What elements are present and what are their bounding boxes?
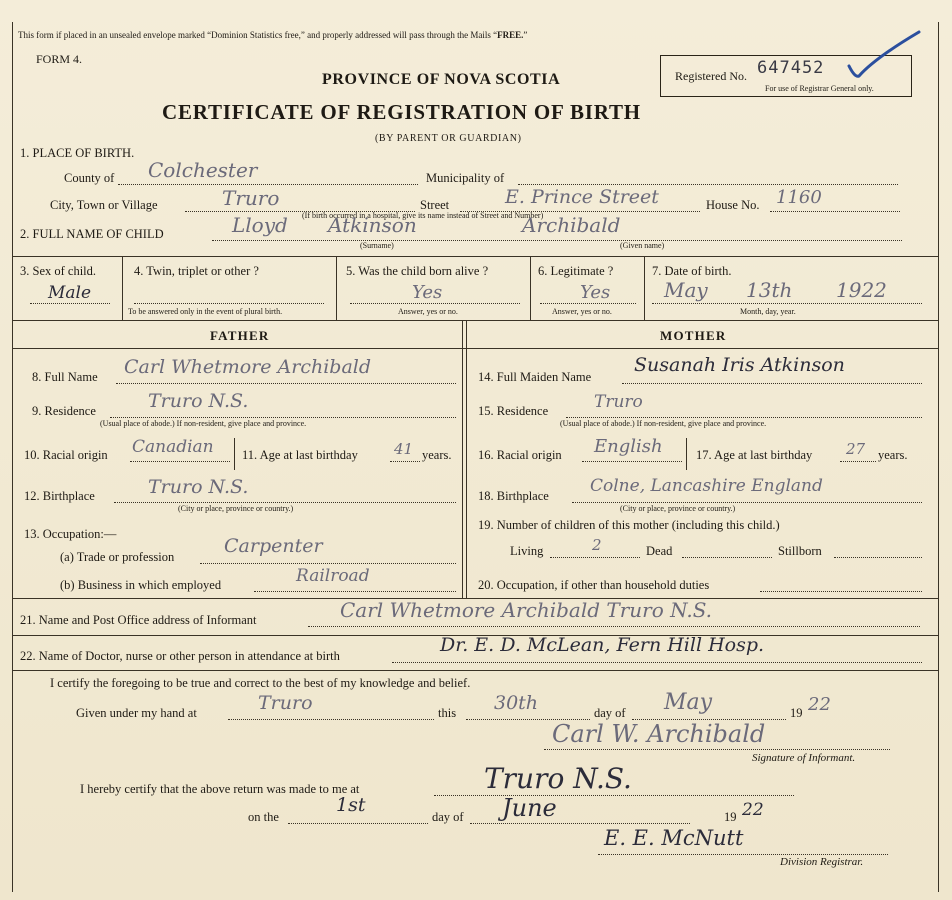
father-business-value: Railroad (296, 566, 370, 586)
father-business-line (254, 591, 456, 592)
stillborn-label: Stillborn (778, 544, 822, 558)
mother-occ-label: 20. Occupation, if other than household duties (478, 578, 710, 592)
row3-div-2 (336, 256, 337, 320)
alive-note: Answer, yes or no. (398, 307, 458, 316)
mother-name-label: 14. Full Maiden Name (478, 370, 592, 384)
father-trade-value: Carpenter (224, 535, 323, 557)
father-age-unit: years. (422, 448, 452, 462)
father-birthplace-note: (City or place, province or country.) (178, 504, 294, 513)
twin-note: To be answered only in the event of plural birth. (128, 307, 283, 316)
father-occ-label: 13. Occupation:— (24, 527, 117, 541)
informant-label: 21. Name and Post Office address of Informant (20, 613, 257, 627)
municipality-line (518, 184, 898, 185)
stillborn-line (834, 557, 922, 558)
mother-racial-label: 16. Racial origin (478, 448, 562, 462)
twin-label: 4. Twin, triplet or other ? (134, 264, 259, 278)
registrar-year-value: 22 (742, 800, 764, 820)
mail-note: This form if placed in an unsealed envelope marked “Dominion Statistics free,” and properly addressed will pass through the Mails “FREE.” (18, 30, 528, 40)
doctor-line (392, 662, 922, 663)
father-birthplace-label: 12. Birthplace (24, 489, 95, 503)
street-value: E. Prince Street (505, 186, 659, 208)
certify-text: I certify the foregoing to be true and correct to the best of my knowledge and belief. (50, 676, 471, 690)
on-label: on the (248, 810, 279, 824)
check-mark-icon (845, 28, 925, 88)
day-of-label: day of (594, 706, 626, 720)
mother-children-label: 19. Number of children of this mother (including this child.) (478, 518, 780, 532)
child-first-name: Lloyd (232, 213, 288, 237)
mother-res-line (566, 417, 922, 418)
registrar-place-line (434, 795, 794, 796)
mother-racial-line (582, 461, 682, 462)
registrar-month-value: June (502, 794, 557, 822)
given-place-line (228, 719, 434, 720)
street-label: Street (420, 198, 450, 212)
row3-top-rule (12, 256, 938, 257)
father-trade-label: (a) Trade or profession (60, 550, 175, 564)
sex-line (30, 303, 110, 304)
doctor-rule (12, 670, 938, 671)
given-label: Given under my hand at (76, 706, 197, 720)
registered-label: Registered No. (675, 69, 747, 83)
mother-res-value: Truro (594, 392, 643, 412)
registrar-day-of: day of (432, 810, 464, 824)
legit-value: Yes (580, 282, 611, 303)
father-birthplace-line (114, 502, 456, 503)
date-label: 7. Date of birth. (652, 264, 732, 278)
this-label: this (438, 706, 457, 720)
county-value: Colchester (148, 158, 258, 182)
house-label: House No. (706, 198, 760, 212)
living-value: 2 (592, 536, 602, 554)
mother-occ-line (760, 591, 922, 592)
row3-div-4 (644, 256, 645, 320)
province-heading: PROVINCE OF NOVA SCOTIA (322, 71, 561, 88)
father-age-value: 41 (394, 440, 414, 458)
parents-divider-2 (466, 320, 467, 598)
year-value: 22 (808, 694, 831, 715)
date-year: 1922 (836, 278, 887, 302)
father-res-label: 9. Residence (32, 404, 96, 418)
doctor-value: Dr. E. D. McLean, Fern Hill Hosp. (440, 634, 765, 656)
father-racial-line (130, 461, 230, 462)
mother-res-label: 15. Residence (478, 404, 549, 418)
child-name-label: 2. FULL NAME OF CHILD (20, 227, 164, 241)
certificate-subtitle: (BY PARENT OR GUARDIAN) (375, 133, 522, 144)
twin-line (134, 303, 324, 304)
parents-head-rule (12, 348, 938, 349)
row3-div-3 (530, 256, 531, 320)
registrar-signature: E. E. McNutt (604, 826, 744, 850)
mother-age-value: 27 (846, 440, 866, 458)
registrar-year-prefix: 19 (724, 810, 737, 824)
left-border (12, 22, 13, 892)
surname-caption: (Surname) (360, 241, 394, 250)
father-res-note: (Usual place of abode.) If non-resident, give place and province. (100, 419, 307, 428)
informant-value: Carl Whetmore Archibald Truro N.S. (340, 598, 713, 622)
form-number: FORM 4. (36, 52, 83, 66)
mother-age-unit: years. (878, 448, 908, 462)
registered-number: 647452 (757, 58, 825, 78)
date-note: Month, day, year. (740, 307, 796, 316)
alive-line (350, 303, 520, 304)
child-given-name: Archibald (522, 213, 621, 237)
father-age-divider (234, 438, 235, 470)
mother-age-label: 17. Age at last birthday (696, 448, 813, 462)
year-prefix: 19 (790, 706, 803, 720)
date-line (652, 303, 922, 304)
informant-line (308, 626, 920, 627)
this-day-value: 30th (494, 692, 539, 714)
registrar-place-value: Truro N.S. (484, 762, 632, 795)
mother-racial-value: English (594, 436, 663, 457)
father-heading: FATHER (210, 328, 270, 343)
doctor-label: 22. Name of Doctor, nurse or other person in attendance at birth (20, 649, 340, 663)
mother-name-value: Susanah Iris Atkinson (634, 354, 845, 376)
hospital-note: (If birth occurred in a hospital, give its name instead of Street and Number) (302, 211, 544, 220)
house-line (770, 211, 900, 212)
registrar-sig-line (598, 854, 888, 855)
house-value: 1160 (776, 187, 822, 208)
father-racial-label: 10. Racial origin (24, 448, 108, 462)
father-res-value: Truro N.S. (148, 390, 249, 412)
father-birthplace-value: Truro N.S. (148, 476, 249, 498)
mother-birthplace-line (572, 502, 922, 503)
father-trade-line (200, 563, 456, 564)
city-label: City, Town or Village (50, 198, 158, 212)
registrar-day-value: 1st (336, 794, 366, 816)
municipality-label: Municipality of (426, 171, 505, 185)
father-age-line (390, 461, 420, 462)
father-name-label: 8. Full Name (32, 370, 98, 384)
father-business-label: (b) Business in which employed (60, 578, 222, 592)
legit-label: 6. Legitimate ? (538, 264, 614, 278)
mother-res-note: (Usual place of abode.) If non-resident, give place and province. (560, 419, 767, 428)
mother-birthplace-label: 18. Birthplace (478, 489, 549, 503)
mother-birthplace-value: Colne, Lancashire England (590, 476, 823, 496)
alive-value: Yes (412, 282, 443, 303)
child-name-line (212, 240, 902, 241)
right-border (938, 22, 939, 892)
certificate-title: CERTIFICATE OF REGISTRATION OF BIRTH (162, 100, 641, 124)
living-line (550, 557, 640, 558)
month-value: May (664, 690, 713, 715)
mother-age-divider (686, 438, 687, 470)
father-res-line (110, 417, 456, 418)
registrar-text: I hereby certify that the above return was made to me at (80, 782, 360, 796)
county-label: County of (64, 171, 115, 185)
sex-value: Male (48, 283, 92, 303)
mother-birthplace-note: (City or place, province or country.) (620, 504, 736, 513)
given-place-value: Truro (258, 692, 313, 714)
legit-line (540, 303, 636, 304)
mother-heading: MOTHER (660, 328, 727, 343)
child-surname: Atkinson (328, 213, 417, 237)
given-caption: (Given name) (620, 241, 665, 250)
date-month: May (664, 278, 708, 302)
alive-label: 5. Was the child born alive ? (346, 264, 489, 278)
row3-div-1 (122, 256, 123, 320)
legit-note: Answer, yes or no. (552, 307, 612, 316)
mother-age-line (840, 461, 876, 462)
registrar-caption: Division Registrar. (780, 856, 864, 868)
informant-sig-caption: Signature of Informant. (752, 752, 856, 764)
dead-label: Dead (646, 544, 673, 558)
father-name-value: Carl Whetmore Archibald (124, 356, 372, 378)
registrar-month-line (470, 823, 690, 824)
sex-label: 3. Sex of child. (20, 264, 97, 278)
dead-line (682, 557, 772, 558)
father-racial-value: Canadian (132, 437, 214, 457)
father-name-line (116, 383, 456, 384)
county-line (118, 184, 418, 185)
date-day: 13th (746, 278, 793, 302)
father-age-label: 11. Age at last birthday (242, 448, 358, 462)
registrar-day-line (288, 823, 428, 824)
parents-divider (462, 320, 463, 598)
city-value: Truro (222, 186, 280, 210)
parents-top-rule (12, 320, 938, 321)
mother-name-line (622, 383, 922, 384)
registrar-note: For use of Registrar General only. (765, 84, 874, 93)
informant-sig-line (544, 749, 890, 750)
living-label: Living (510, 544, 544, 558)
place-heading: 1. PLACE OF BIRTH. (20, 146, 135, 160)
informant-signature: Carl W. Archibald (552, 720, 766, 748)
